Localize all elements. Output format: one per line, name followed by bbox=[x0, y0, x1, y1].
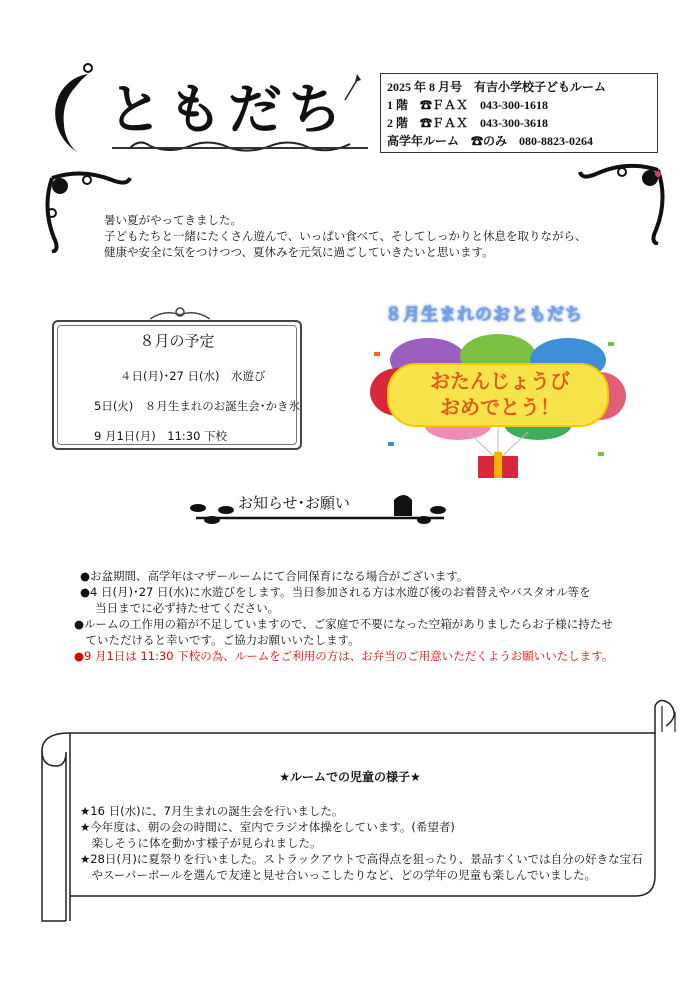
greeting-text bbox=[104, 212, 587, 260]
scroll-line: ★今年度は、朝の会の時間に、室内でラジオ体操をしています。(希望者) bbox=[80, 820, 455, 834]
greeting-line: 子どもたちと一緒にたくさん遊んで、いっぱい食べて、そしてしっかりと休息を取りながら、 bbox=[104, 229, 587, 243]
fax-2f: 2 階 ☎ＦＡＸ 043-300-3618 bbox=[387, 116, 548, 130]
contact-info-box bbox=[380, 73, 658, 153]
scroll-line: ★28日(月)に夏祭りを行いました。ストラックアウトで高得点を狙ったり、景品すくいでは自分の好きな宝石 bbox=[80, 852, 643, 866]
birthday-banner bbox=[388, 368, 612, 420]
svg-text:★: ★ bbox=[70, 136, 79, 147]
notice-item: ●4 日(月)･27 日(水)に水遊びをします。当日参加される方は水遊び後のお着替えやバスタオル等を bbox=[80, 585, 591, 599]
magic-wand-icon bbox=[343, 72, 363, 102]
schedule-item: 9 月1日(月) 11:30 下校 bbox=[94, 429, 228, 443]
scroll-line: 楽しそうに体を動かす様子が見られました。 bbox=[80, 836, 322, 850]
scroll-line: やスーパーボールを選んで友達と見せ合いっこしたりなど、どの学年の児童も楽しんでいました。 bbox=[80, 868, 597, 882]
scroll-body bbox=[80, 803, 643, 883]
scroll-title: ★ルームでの児童の様子★ bbox=[279, 770, 421, 784]
notice-heading: お知らせ･お願い bbox=[238, 494, 351, 512]
scroll-line: ★16 日(水)に、7月生まれの誕生会を行いました。 bbox=[80, 804, 344, 818]
notice-item-important: ●9 月1日は 11:30 下校の為、ルームをご利用の方は、お弁当のご用意いただくようお願いいたします。 bbox=[74, 649, 614, 663]
schedule-title: ８月の予定 bbox=[139, 332, 215, 350]
greeting-line: 暑い夏がやってきました。 bbox=[104, 213, 242, 227]
issue-line: 2025 年 8 月号 有吉小学校子どもルーム bbox=[387, 80, 607, 94]
phone-upper-grade: 高学年ルーム ☎のみ 080-8823-0264 bbox=[387, 134, 593, 148]
schedule-item: 5日(火) ８月生まれのお誕生会･かき氷 bbox=[94, 399, 301, 413]
notice-item: ていただけると幸いです。ご協力お願いいたします。 bbox=[74, 633, 360, 647]
notice-item: ●ルームの工作用の箱が不足していますので、ご家庭で不要になった空箱がありましたらお子様に持たせ bbox=[74, 617, 613, 631]
fax-1f: 1 階 ☎ＦＡＸ 043-300-1618 bbox=[387, 98, 548, 112]
schedule-item: ４日(月)･27 日(水) 水遊び bbox=[120, 369, 266, 383]
schedule-frame bbox=[52, 320, 302, 450]
banner-line: おたんじょうび bbox=[430, 369, 570, 393]
birthday-title: ８月生まれのおともだち bbox=[385, 305, 583, 325]
corner-ornament-right-icon bbox=[576, 160, 668, 245]
banner-line: おめでとう！ bbox=[440, 395, 560, 419]
notice-item: ●お盆期間、高学年はマザールームにて合同保育になる場合がございます。 bbox=[80, 569, 469, 583]
newsletter-title: ともだち bbox=[108, 78, 348, 141]
title-rule bbox=[112, 147, 368, 149]
notice-item: 当日までに必ず持たせてください。 bbox=[80, 601, 280, 615]
frame-crest-icon bbox=[150, 305, 210, 323]
greeting-line: 健康や安全に気をつけつつ、夏休みを元気に過ごしていきたいと思います。 bbox=[104, 245, 494, 259]
notice-list bbox=[74, 568, 614, 664]
title-flourish-icon bbox=[130, 138, 360, 154]
